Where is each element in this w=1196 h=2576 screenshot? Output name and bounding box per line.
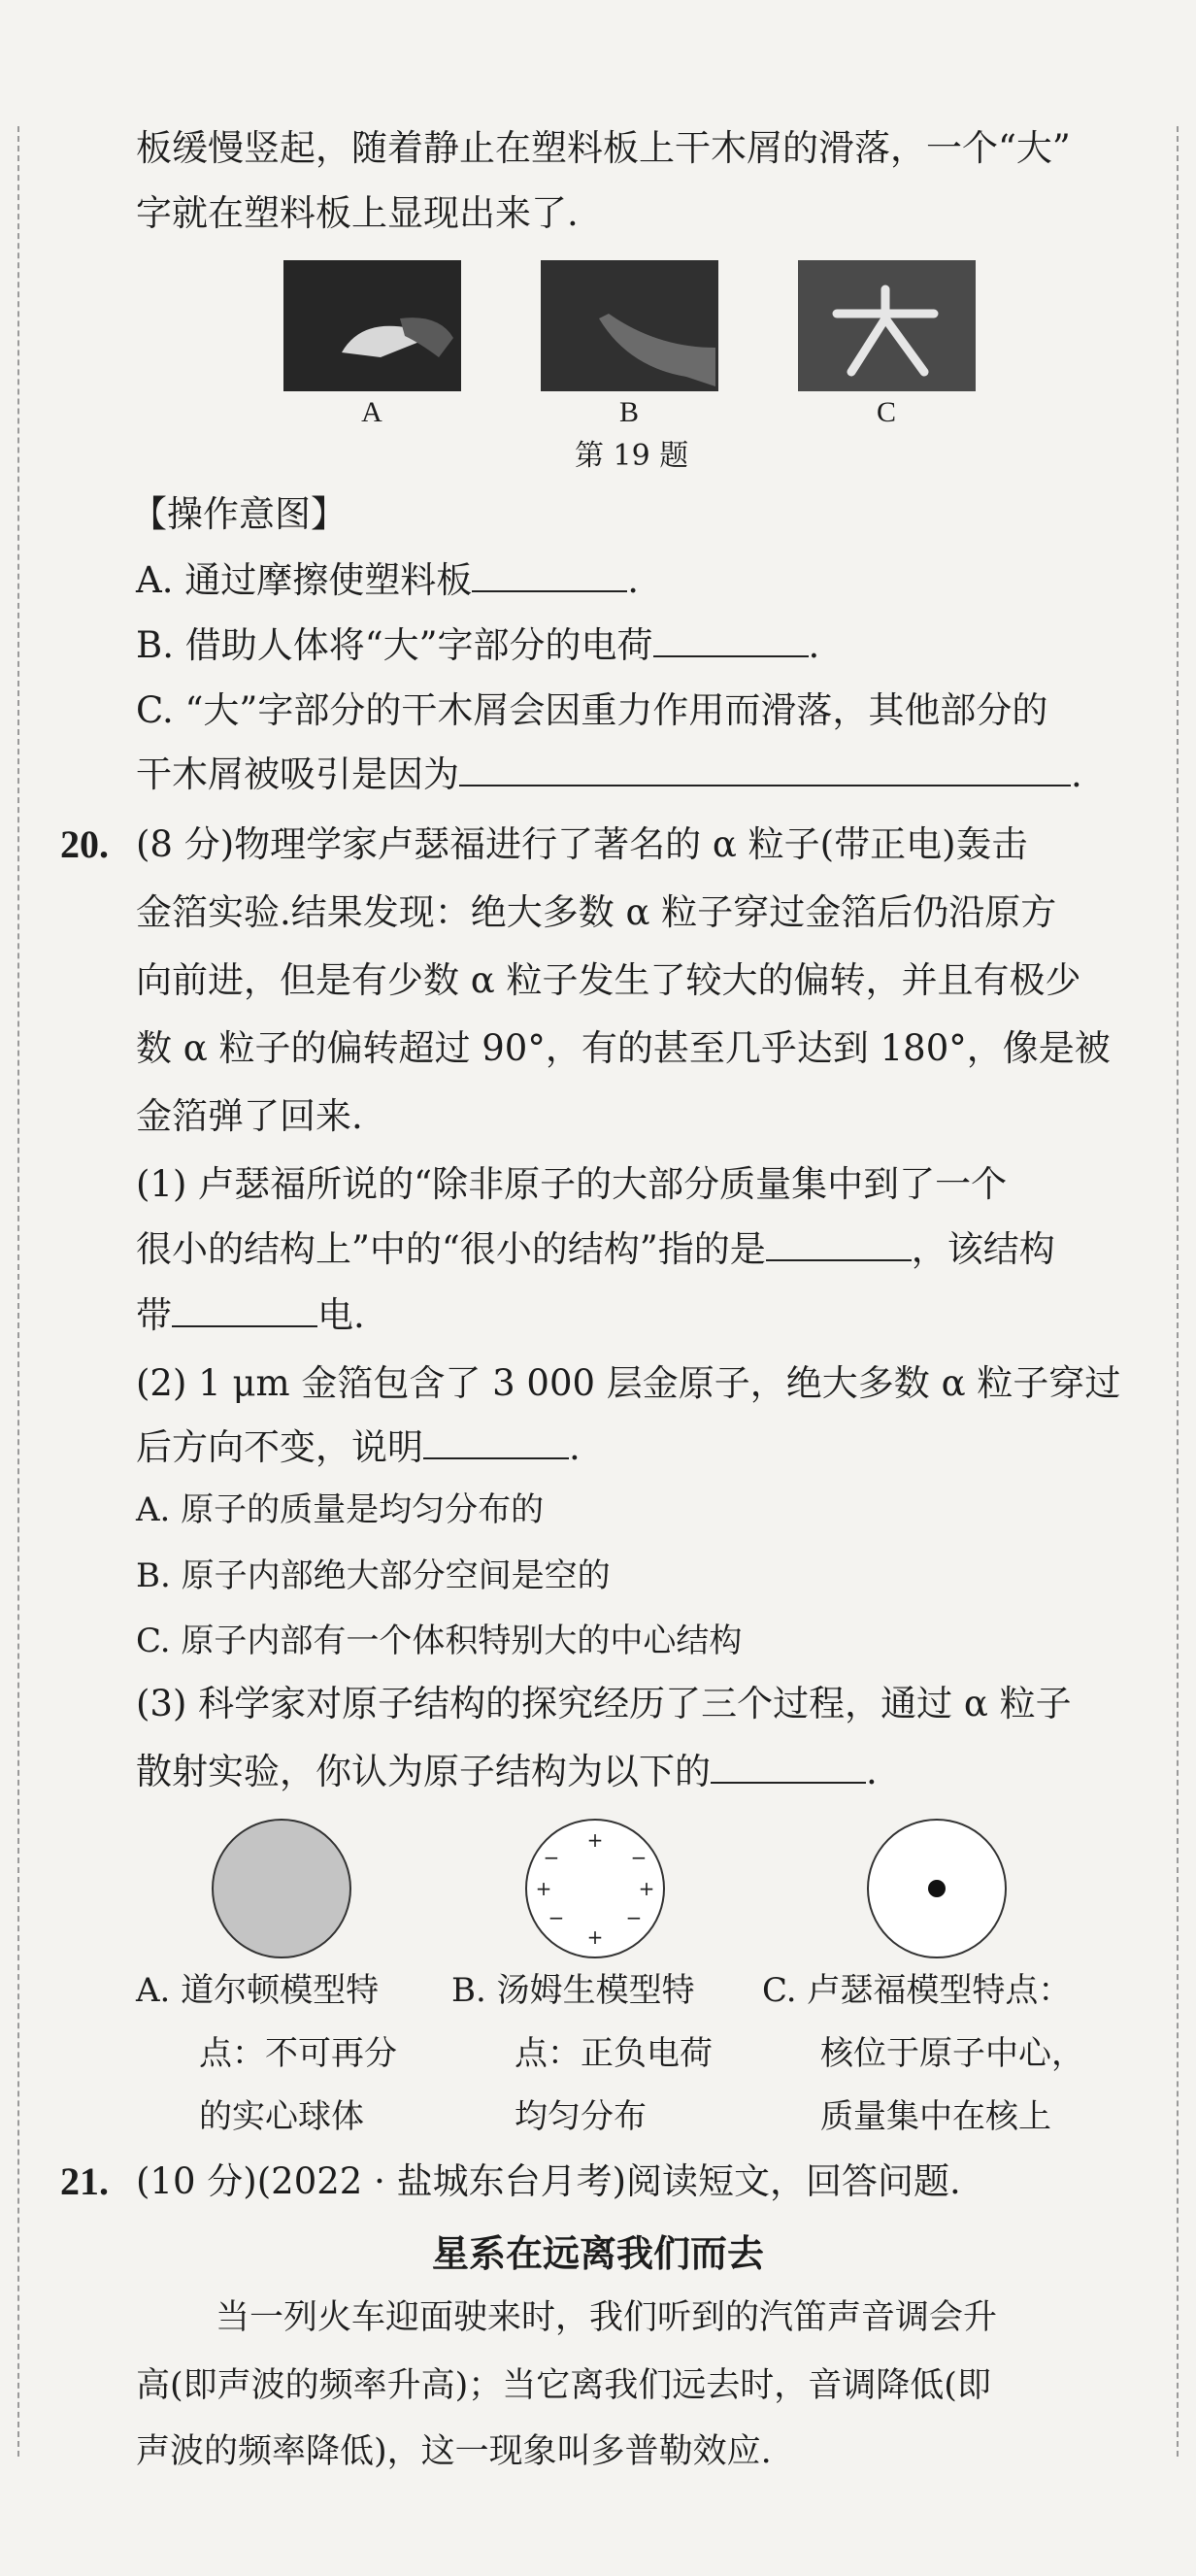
option-b-text: B. 借助人体将“大”字部分的电荷 — [136, 624, 653, 666]
answer-blank[interactable] — [172, 1292, 317, 1327]
text-line: (1) 卢瑟福所说的“除非原子的大部分质量集中到了一个 — [136, 1163, 1008, 1205]
article-title: 星系在远离我们而去 — [431, 2231, 764, 2275]
right-dashed-margin — [1177, 126, 1179, 2457]
text-span: 很小的结构上”中的“很小的结构”指的是 — [136, 1228, 766, 1270]
text-line — [136, 1423, 1126, 1472]
question-number: 20. — [60, 822, 109, 866]
model-a-line3: 的实心球体 — [199, 2097, 364, 2136]
plus-sign: + — [638, 1877, 655, 1900]
text-line: (3) 科学家对原子结构的探究经历了三个过程，通过 α 粒子 — [136, 1683, 1072, 1724]
period: . — [808, 624, 820, 666]
minus-sign: − — [548, 1906, 565, 1929]
text-span: 带 — [136, 1294, 172, 1336]
text-line — [136, 1748, 1126, 1796]
choice-a: A. 原子的质量是均匀分布的 — [136, 1490, 545, 1529]
answer-blank[interactable] — [459, 752, 1071, 786]
model-b-line2: 点：正负电荷 — [515, 2034, 713, 2073]
option-c-text: 干木屑被吸引是因为 — [136, 753, 459, 795]
option-c-line1: C. “大”字部分的干木屑会因重力作用而滑落，其他部分的 — [136, 689, 1048, 731]
model-c-line3: 质量集中在核上 — [820, 2097, 1051, 2136]
option-c-line2 — [136, 751, 1126, 799]
section-heading: 【操作意图】 — [131, 493, 347, 535]
photo-c — [798, 260, 976, 391]
plus-sign: + — [586, 1925, 604, 1949]
model-c-line1: C. 卢瑟福模型特点： — [762, 1971, 1072, 2010]
text-line: 数 α 粒子的偏转超过 90°，有的甚至几乎达到 180°，像是被 — [136, 1027, 1111, 1069]
choice-c: C. 原子内部有一个体积特别大的中心结构 — [136, 1622, 743, 1660]
model-b-line3: 均匀分布 — [515, 2097, 647, 2136]
answer-blank[interactable] — [472, 557, 627, 592]
text-line — [136, 1291, 1126, 1340]
period: . — [1071, 753, 1082, 795]
answer-blank[interactable] — [653, 622, 809, 657]
question-number: 21. — [60, 2159, 109, 2203]
plus-sign: + — [586, 1828, 604, 1852]
figure-caption: 第 19 题 — [575, 439, 689, 473]
text-line: 金箔弹了回来. — [136, 1095, 363, 1137]
photo-b — [541, 260, 718, 391]
choice-b: B. 原子内部绝大部分空间是空的 — [136, 1556, 611, 1595]
period: . — [569, 1426, 581, 1468]
photo-c-label: C — [876, 396, 896, 428]
model-a-line2: 点：不可再分 — [199, 2034, 397, 2073]
text-line: 板缓慢竖起，随着静止在塑料板上干木屑的滑落，一个“大” — [136, 127, 1071, 169]
minus-sign: − — [625, 1906, 643, 1929]
rutherford-model-diagram — [864, 1816, 1010, 1961]
period: . — [866, 1751, 878, 1792]
text-span: 后方向不变，说明 — [136, 1426, 423, 1468]
text-line: 高(即声波的频率升高)；当它离我们远去时，音调降低(即 — [136, 2366, 991, 2405]
plus-sign: + — [535, 1877, 552, 1900]
text-line: 当一列火车迎面驶来时，我们听到的汽笛声音调会升 — [216, 2298, 998, 2337]
minus-sign: − — [543, 1846, 560, 1869]
text-span: ，该结构 — [911, 1228, 1055, 1270]
option-a-text: A. 通过摩擦使塑料板 — [136, 559, 473, 601]
text-line — [136, 1225, 1126, 1274]
text-line: 金箔实验.结果发现：绝大多数 α 粒子穿过金箔后仍沿原方 — [136, 891, 1057, 933]
text-line: 向前进，但是有少数 α 粒子发生了较大的偏转，并且有极少 — [136, 959, 1081, 1001]
text-line: 声波的频率降低)，这一现象叫多普勒效应. — [136, 2432, 772, 2471]
answer-blank[interactable] — [766, 1226, 912, 1261]
answer-blank[interactable] — [423, 1424, 569, 1459]
photo-a — [283, 260, 461, 391]
text-span: 散射实验，你认为原子结构为以下的 — [136, 1751, 711, 1792]
text-line: (10 分)(2022 · 盐城东台月考)阅读短文，回答问题. — [136, 2160, 961, 2202]
dalton-model-diagram — [209, 1816, 354, 1961]
photo-a-label: A — [361, 396, 382, 428]
text-line: 字就在塑料板上显现出来了. — [136, 192, 579, 234]
thomson-model-diagram — [522, 1816, 668, 1961]
option-b — [136, 621, 1126, 670]
text-line: (8 分)物理学家卢瑟福进行了著名的 α 粒子(带正电)轰击 — [136, 823, 1028, 865]
left-dashed-margin — [17, 126, 19, 2457]
period: . — [627, 559, 640, 601]
option-a — [136, 556, 1126, 605]
text-span: 电. — [317, 1294, 365, 1336]
text-line: (2) 1 μm 金箔包含了 3 000 层金原子，绝大多数 α 粒子穿过 — [136, 1362, 1121, 1404]
answer-blank[interactable] — [711, 1749, 866, 1784]
model-b-line1: B. 汤姆生模型特 — [451, 1971, 695, 2010]
minus-sign: − — [630, 1846, 648, 1869]
photo-b-label: B — [618, 396, 639, 428]
model-c-line2: 核位于原子中心， — [820, 2034, 1084, 2073]
model-a-line1: A. 道尔顿模型特 — [136, 1971, 380, 2010]
